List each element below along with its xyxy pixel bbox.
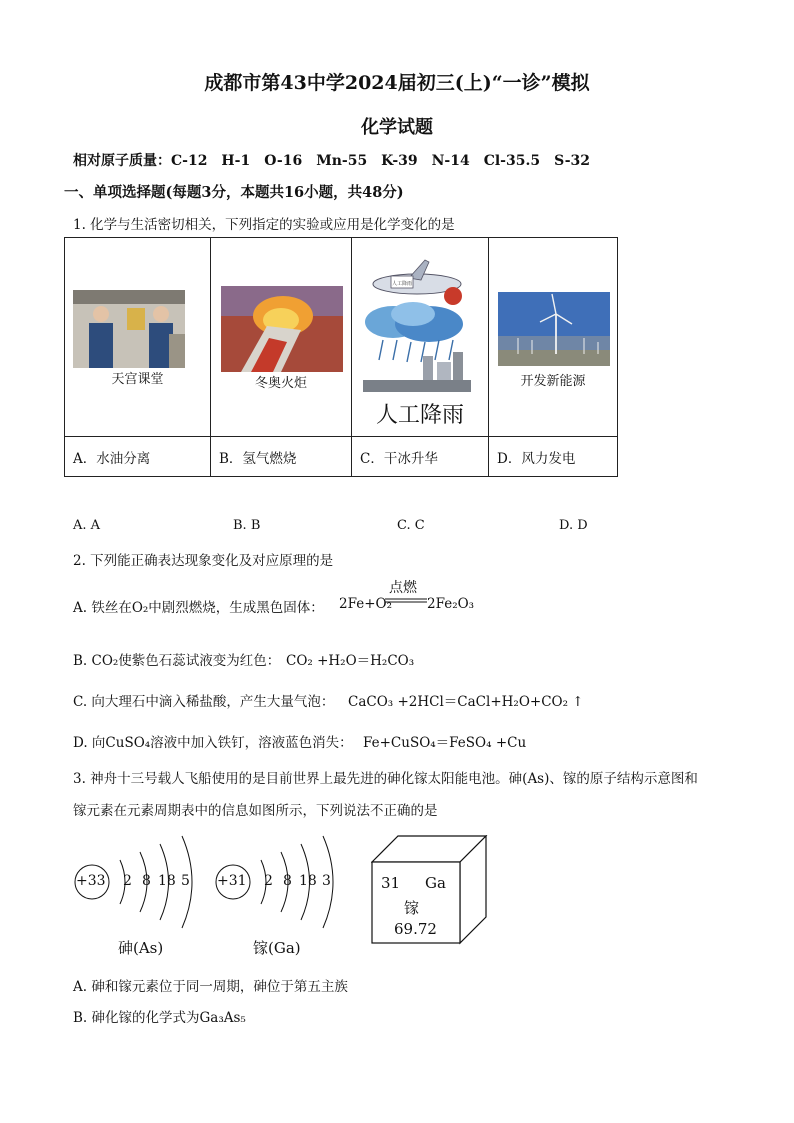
arsenic-nucleus: +33 xyxy=(76,873,106,889)
element-mass: 69.72 xyxy=(394,920,437,938)
q2-option-c-equation: CaCO₃ +2HCl＝CaCl+H₂O+CO₂ ↑ xyxy=(348,694,584,710)
arsenic-shell-2: 8 xyxy=(142,873,151,889)
q2-option-a xyxy=(73,596,324,616)
element-symbol: Ga xyxy=(425,874,446,892)
q3-option-a: A. 砷和镓元素位于同一周期，砷位于第五主族 xyxy=(73,979,348,995)
image-cell-3 xyxy=(352,238,489,437)
q2-option-b-equation: CO₂ +H₂O＝H₂CO₃ xyxy=(286,653,415,669)
q1-cell-a: A．水油分离 xyxy=(65,437,211,477)
q1-cell-b: B．氢气燃烧 xyxy=(211,437,352,477)
question-3-stem-line1: 3. 神舟十三号载人飞船使用的是目前世界上最先进的砷化镓太阳能电池。砷(As)、镓的原子结构示意图和 xyxy=(73,771,698,787)
arsenic-label: 砷(As) xyxy=(118,939,164,957)
q2-option-a-left: 2Fe+O₂ xyxy=(339,596,392,612)
caption-olympic-torch: 冬奥火炬 xyxy=(254,376,307,391)
question-1-table xyxy=(64,237,618,477)
gallium-nucleus: +31 xyxy=(217,873,247,889)
caption-artificial-rain: 人工降雨 xyxy=(375,403,464,428)
q3-option-b: B. 砷化镓的化学式为Ga₃As₅ xyxy=(73,1010,246,1026)
q1-answer-d: D. D xyxy=(559,518,588,533)
element-name: 镓 xyxy=(404,899,420,917)
question-3-stem-line2: 镓元素在元素周期表中的信息如图所示，下列说法不正确的是 xyxy=(73,803,438,819)
image-cell-1 xyxy=(65,238,211,437)
q2-option-b-text: B. CO₂使紫色石蕊试液变为红色： xyxy=(73,653,281,669)
image-cell-4 xyxy=(489,238,618,437)
gallium-shell-1: 2 xyxy=(264,873,273,889)
q1-cell-c: C．干冰升华 xyxy=(352,437,489,477)
caption-new-energy: 开发新能源 xyxy=(520,374,586,389)
element-number: 31 xyxy=(381,874,401,892)
page-title: 成都市第43中学2024届初三(上)“一诊”模拟 xyxy=(204,72,590,94)
q1-answer-c: C. C xyxy=(397,518,425,533)
q2-option-d-text: D. 向CuSO₄溶液中加入铁钉，溶液蓝色消失： xyxy=(73,735,353,751)
artificial-rain-illustration xyxy=(363,252,471,392)
olympic-torch-photo xyxy=(221,286,343,372)
caption-space-classroom: 天宫课堂 xyxy=(111,372,164,387)
q1-cell-d: D．风力发电 xyxy=(489,437,618,477)
gallium-shell-3: 18 xyxy=(299,873,317,889)
gallium-label: 镓(Ga) xyxy=(253,939,301,957)
wind-farm-photo xyxy=(498,292,610,366)
q2-option-a-right: 2Fe₂O₃ xyxy=(427,596,475,612)
plane-sign: 人工降雨 xyxy=(391,281,413,287)
gallium-shell-4: 3 xyxy=(322,873,331,889)
page-subtitle: 化学试题 xyxy=(361,117,433,138)
atomic-masses: 相对原子质量：C-12 H-1 O-16 Mn-55 K-39 N-14 Cl-35.5 S-32 xyxy=(73,153,591,169)
space-classroom-photo xyxy=(73,290,185,368)
question-2-stem: 2. 下列能正确表达现象变化及对应原理的是 xyxy=(73,553,334,569)
arsenic-shell-1: 2 xyxy=(123,873,132,889)
q2-option-a-text: A. 铁丝在O₂中剧烈燃烧，生成黑色固体： xyxy=(73,600,324,616)
q1-answer-b: B. B xyxy=(233,518,261,533)
q2-option-a-condition: 点燃 xyxy=(389,580,417,596)
question-1-stem: 1. 化学与生活密切相关，下列指定的实验或应用是化学变化的是 xyxy=(73,217,455,233)
arsenic-shell-4: 5 xyxy=(181,873,190,889)
q1-answer-a: A. A xyxy=(73,518,101,533)
q2-option-c-text: C. 向大理石中滴入稀盐酸，产生大量气泡： xyxy=(73,694,335,710)
q2-option-d-equation: Fe+CuSO₄＝FeSO₄ +Cu xyxy=(363,735,527,751)
image-cell-2 xyxy=(211,238,352,437)
arsenic-shell-3: 18 xyxy=(158,873,176,889)
q2-option-a-equals xyxy=(385,598,427,604)
section-heading: 一、单项选择题(每题3分，本题共16小题，共48分) xyxy=(64,184,404,201)
gallium-shell-2: 8 xyxy=(283,873,292,889)
